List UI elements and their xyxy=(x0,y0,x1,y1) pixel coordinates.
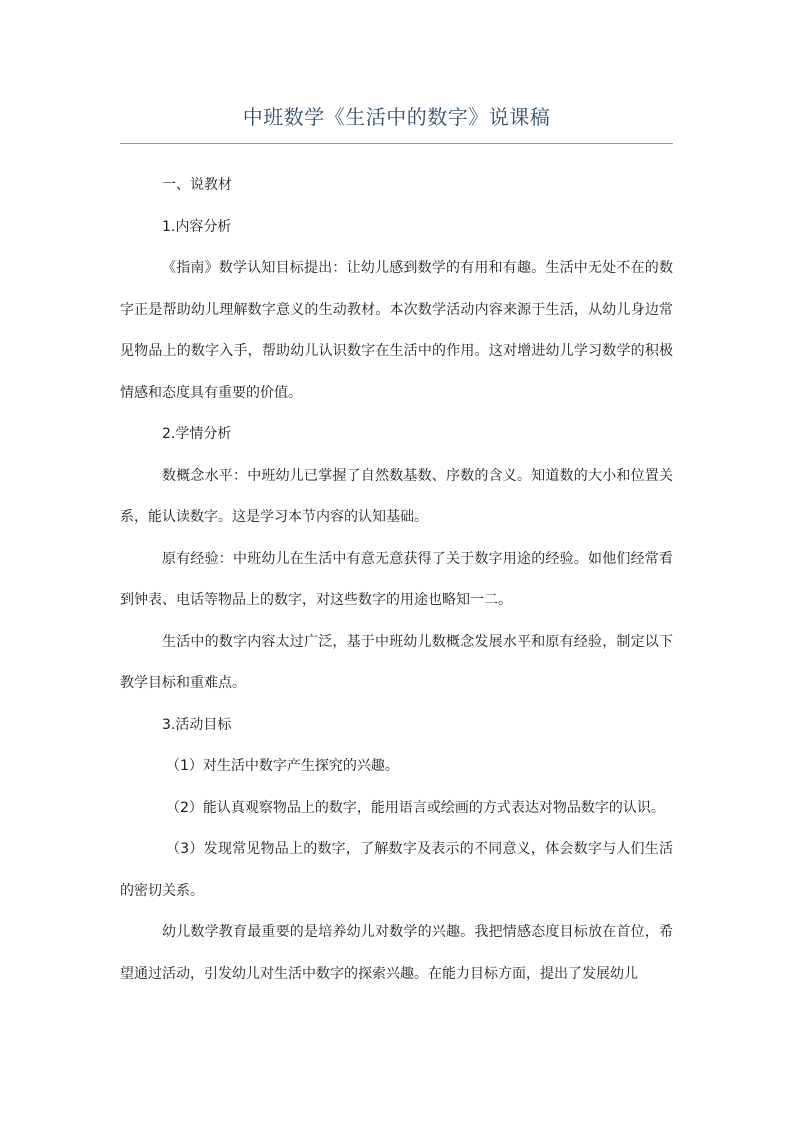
goal-item-2: （2）能认真观察物品上的数字，能用语言或绘画的方式表达对物品数字的认识。 xyxy=(166,799,665,816)
paragraph-guide-goals: 《指南》数学认知目标提出：让幼儿感到数学的有用和有趣。生活中无处不在的数字正是帮助幼儿理解数字意义的生动教材。本次数学活动内容来源于生活，从幼儿身边常见物品上的数字入手，帮助幼儿认识数字在生活中的作用。这对增进幼儿学习数学的积极情感和态度具有重要的价值。 xyxy=(120,260,673,401)
subheading-activity-goals: 3.活动目标 xyxy=(162,716,232,733)
document-title: 中班数学《生活中的数字》说课稿 xyxy=(242,105,551,129)
goal-item-1: （1）对生活中数字产生探究的兴趣。 xyxy=(166,758,399,774)
paragraph-interest-priority: 幼儿数学教育最重要的是培养幼儿对数学的兴趣。我把情感态度目标放在首位，希望通过活动，引发幼儿对生活中数字的探索兴趣。在能力目标方面，提出了发展幼儿 xyxy=(120,924,673,982)
title-divider xyxy=(120,143,673,144)
subheading-content-analysis: 1.内容分析 xyxy=(162,218,232,235)
paragraph-prior-experience: 原有经验：中班幼儿在生活中有意无意获得了关于数字用途的经验。如他们经常看到钟表、电话等物品上的数字，对这些数字的用途也略知一二。 xyxy=(120,550,673,608)
section-heading-textbook: 一、说教材 xyxy=(162,177,232,193)
document-body xyxy=(120,165,673,995)
paragraph-number-concept: 数概念水平：中班幼儿已掌握了自然数基数、序数的含义。知道数的大小和位置关系，能认读数字。这是学习本节内容的认知基础。 xyxy=(120,467,673,525)
goal-item-3: （3）发现常见物品上的数字，了解数字及表示的不同意义，体会数字与人们生活的密切关系。 xyxy=(120,841,673,899)
paragraph-goal-basis: 生活中的数字内容太过广泛，基于中班幼儿数概念发展水平和原有经验，制定以下教学目标和重难点。 xyxy=(120,633,673,691)
subheading-learner-analysis: 2.学情分析 xyxy=(162,426,232,442)
